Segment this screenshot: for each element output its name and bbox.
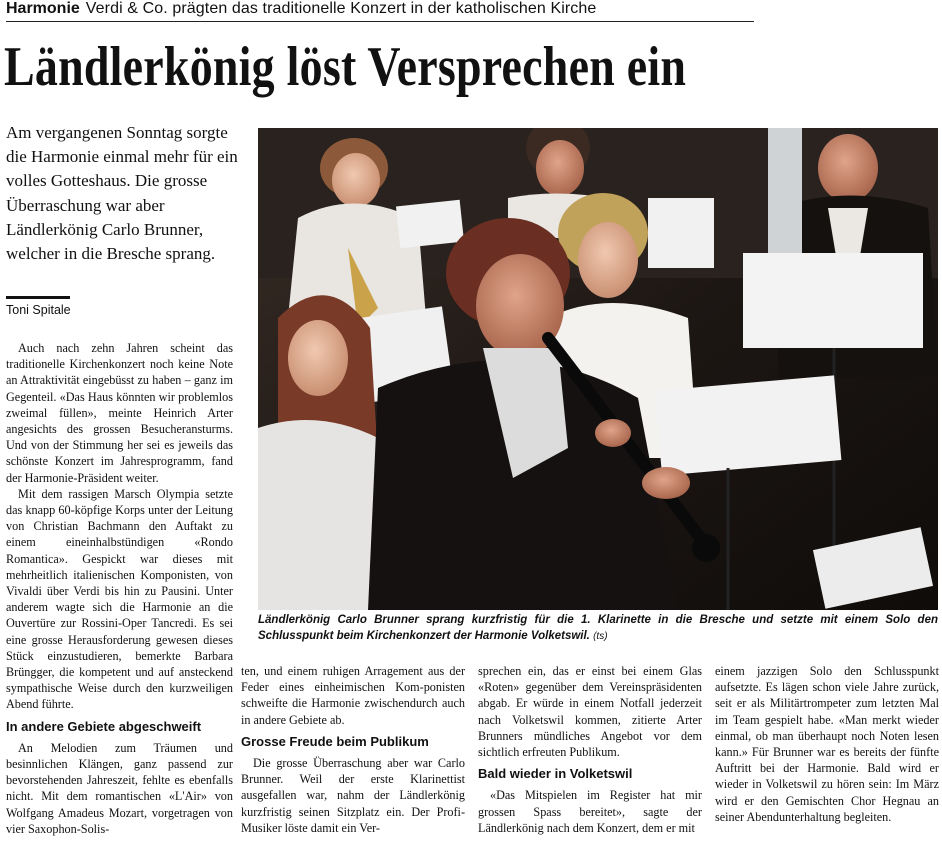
subheading: Bald wieder in Volketswil [478, 766, 633, 782]
concert-photo [258, 128, 938, 610]
rubric-label: Harmonie [6, 0, 80, 17]
text-column-2 [241, 663, 465, 836]
photo-credit: (ts) [593, 630, 608, 642]
subheading: Grosse Freude beim Publikum [241, 733, 429, 749]
headline: Ländlerkönig löst Versprechen ein [4, 36, 687, 98]
photo-caption [258, 613, 938, 644]
body-paragraph: Auch nach zehn Jahren scheint das traditionelle Kirchenkonzert noch keine Note an Attraktivität eingebüsst zu haben – ganz im Gegenteil. «Das Haus könnten wir problemlos zweimal füllen», meinte Heinrich Arter angesichts des grossen Besucheransturms. Und von der Stimmung her sei es jeweils das schönste Konzert im Jahresprogramm, fand der Harmonie-Präsident weiter. [6, 341, 233, 485]
lead-paragraph: Am vergangenen Sonntag sorgte die Harmonie einmal mehr für ein volles Gotteshaus. Die grosse Überraschung war aber Ländlerkönig Carlo Brunner, welcher in die Bresche sprang. [6, 123, 238, 264]
text-column-3 [478, 663, 702, 836]
body-paragraph: sprechen ein, das er einst bei einem Glas «Roten» gegenüber dem Vereinspräsidenten abgab. Er würde in einem Notfall jederzeit nach Volketswil kommen, zitierte Arter Brunners mündliches Angebot vor dem sichtlich erfreuten Publikum. [478, 664, 702, 760]
body-paragraph: An Melodien zum Träumen und besinnlichen Klängen, ganz passend zur bevorstehenden Jahreszeit, fehlte es ebenfalls nicht. Mit dem romantischen «L'Air» von Wolfgang Amadeus Mozart, vorgetragen von vier Saxophon-Solis- [6, 740, 233, 836]
body-paragraph: einem jazzigen Solo den Schlusspunkt aufsetzte. Es lägen schon viele Jahre zurück, seit er als Militärtrompeter zum letzten Mal im Team gespielt habe. «Man merkt wieder einmal, ob man überhaupt noch Noten lesen kann.» Für Brunner war es bereits der fünfte Auftritt bei der Harmonie. Bald wird er wieder in Volketswil zu hören sein: Im März wird er den Gemischten Chor Hegnau an seiner Abendunterhaltung begleiten. [715, 664, 939, 824]
caption-text: Ländlerkönig Carlo Brunner sprang kurzfristig für die 1. Klarinette in die Bresche und setzte mit einem Solo den Schlusspunkt beim Kirchenkonzert der Harmonie Volketswil. [258, 614, 938, 642]
body-paragraph: «Das Mitspielen im Register hat mir grossen Spass bereitet», sagte der Ländlerkönig nach dem Konzert, dem er mit [478, 788, 702, 835]
body-paragraph: Mit dem rassigen Marsch Olympia setzte das knapp 60-köpfige Korps unter der Leitung von Christian Bachmann den Auftakt zu einem eineinhalbstündigen «Rondo Romantica». Gespickt war dieses mit mehrheitlich italienischen Komponisten, von Vivaldi über Verdi bis hin zu Pausini. Unter anderem wagte sich die Harmonie an die Ouvertüre zur Rossini-Oper Tancredi. Es sei eine grosse Herausforderung gewesen dieses Stück einzustudieren, bemerkte Barbara Brüngger, die kompetent und auf ansteckend sympathische Weise durch den kurzweiligen Abend führte. [6, 486, 233, 712]
body-paragraph: ten, und einem ruhigen Arragement aus der Feder eines einheimischen Kom-ponisten schweifte die Harmonie zwischendurch auch in andere Gebiete ab. [241, 664, 465, 727]
body-paragraph: Die grosse Überraschung aber war Carlo Brunner. Weil der erste Klarinettist ausgefallen war, nahm der Ländlerkönig kurzfristig seinen Sitzplatz ein. Der Profi-Musiker löste damit ein Ver- [241, 756, 465, 835]
text-column-1 [6, 340, 233, 837]
author-rule [6, 296, 70, 299]
kicker-line [6, 0, 754, 22]
author-byline: Toni Spitale [6, 303, 71, 317]
subheading: In andere Gebiete abgeschweift [6, 718, 202, 734]
text-column-4 [715, 663, 939, 825]
kicker-subline: Verdi & Co. prägten das traditionelle Konzert in der katholischen Kirche [85, 0, 597, 17]
